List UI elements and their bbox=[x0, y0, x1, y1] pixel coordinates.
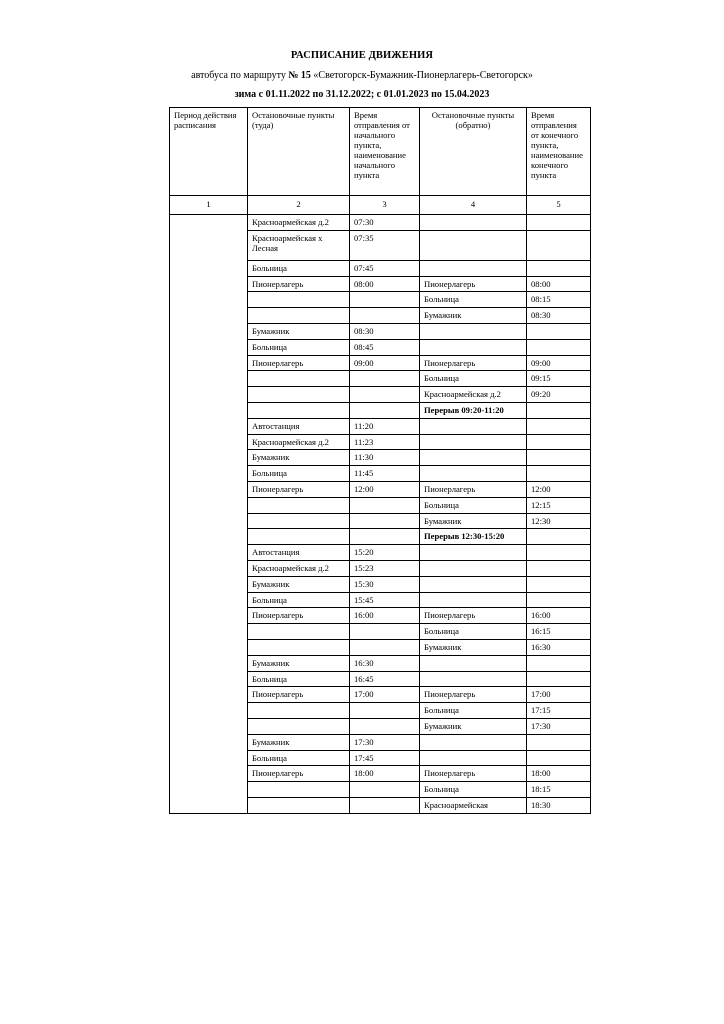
time-back-cell bbox=[527, 750, 591, 766]
stop-to-cell: Больница bbox=[248, 260, 350, 276]
stop-to-cell: Больница bbox=[248, 671, 350, 687]
stop-to-cell bbox=[248, 782, 350, 798]
time-back-cell bbox=[527, 560, 591, 576]
column-number: 3 bbox=[350, 196, 420, 215]
time-to-cell: 16:45 bbox=[350, 671, 420, 687]
stop-to-cell: Автостанция bbox=[248, 418, 350, 434]
document-subtitle bbox=[0, 70, 724, 81]
time-to-cell bbox=[350, 387, 420, 403]
period-cell bbox=[170, 215, 248, 814]
time-to-cell bbox=[350, 797, 420, 813]
stop-to-cell bbox=[248, 718, 350, 734]
column-header-time-to: Время отправления от начального пункта, наименование начального пункта bbox=[350, 108, 420, 196]
stop-to-cell bbox=[248, 292, 350, 308]
stop-to-cell: Пионерлагерь bbox=[248, 276, 350, 292]
time-back-cell bbox=[527, 655, 591, 671]
column-header-period: Период действия расписания bbox=[170, 108, 248, 196]
column-numbers-row bbox=[170, 196, 591, 215]
time-back-cell: 12:15 bbox=[527, 497, 591, 513]
time-to-cell: 07:45 bbox=[350, 260, 420, 276]
time-back-cell: 12:30 bbox=[527, 513, 591, 529]
stop-back-cell: Красноармейская д.2 bbox=[420, 387, 527, 403]
stop-to-cell: Красноармейская д.2 bbox=[248, 560, 350, 576]
time-back-cell bbox=[527, 734, 591, 750]
stop-back-cell bbox=[420, 560, 527, 576]
stop-to-cell bbox=[248, 497, 350, 513]
stop-back-cell bbox=[420, 545, 527, 561]
time-to-cell: 07:30 bbox=[350, 215, 420, 231]
stop-back-cell bbox=[420, 655, 527, 671]
time-back-cell bbox=[527, 466, 591, 482]
stop-to-cell bbox=[248, 402, 350, 418]
time-back-cell bbox=[527, 529, 591, 545]
time-back-cell bbox=[527, 592, 591, 608]
time-to-cell: 11:23 bbox=[350, 434, 420, 450]
stop-to-cell: Автостанция bbox=[248, 545, 350, 561]
time-back-cell bbox=[527, 450, 591, 466]
stop-back-cell bbox=[420, 260, 527, 276]
column-number: 5 bbox=[527, 196, 591, 215]
time-back-cell: 08:30 bbox=[527, 308, 591, 324]
time-back-cell bbox=[527, 434, 591, 450]
validity-period: зима с 01.11.2022 по 31.12.2022; с 01.01.2023 по 15.04.2023 bbox=[234, 89, 490, 100]
stop-to-cell bbox=[248, 639, 350, 655]
stop-back-cell bbox=[420, 576, 527, 592]
stop-back-cell bbox=[420, 323, 527, 339]
stop-to-cell: Больница bbox=[248, 592, 350, 608]
stop-back-cell: Бумажник bbox=[420, 513, 527, 529]
time-to-cell bbox=[350, 497, 420, 513]
break-cell: Перерыв 12:30-15:20 bbox=[420, 529, 527, 545]
stop-to-cell: Пионерлагерь bbox=[248, 766, 350, 782]
stop-to-cell bbox=[248, 308, 350, 324]
time-to-cell bbox=[350, 371, 420, 387]
time-back-cell: 09:20 bbox=[527, 387, 591, 403]
stop-to-cell: Красноармейская х Лесная bbox=[248, 230, 350, 260]
time-to-cell bbox=[350, 292, 420, 308]
time-to-cell bbox=[350, 718, 420, 734]
stop-back-cell bbox=[420, 734, 527, 750]
time-back-cell bbox=[527, 339, 591, 355]
time-back-cell bbox=[527, 260, 591, 276]
column-number: 1 bbox=[170, 196, 248, 215]
stop-back-cell: Больница bbox=[420, 497, 527, 513]
time-to-cell: 08:00 bbox=[350, 276, 420, 292]
column-number: 4 bbox=[420, 196, 527, 215]
stop-back-cell: Больница bbox=[420, 782, 527, 798]
time-back-cell: 16:00 bbox=[527, 608, 591, 624]
table-header-row bbox=[170, 108, 591, 196]
stop-back-cell bbox=[420, 418, 527, 434]
time-back-cell: 17:30 bbox=[527, 718, 591, 734]
time-to-cell: 16:00 bbox=[350, 608, 420, 624]
stop-back-cell bbox=[420, 466, 527, 482]
column-header-stops-to: Остановочные пункты (туда) bbox=[248, 108, 350, 196]
time-back-cell: 16:30 bbox=[527, 639, 591, 655]
time-back-cell: 17:15 bbox=[527, 703, 591, 719]
stop-back-cell: Больница bbox=[420, 624, 527, 640]
time-to-cell bbox=[350, 308, 420, 324]
stop-back-cell bbox=[420, 434, 527, 450]
stop-back-cell bbox=[420, 450, 527, 466]
time-back-cell bbox=[527, 671, 591, 687]
stop-back-cell: Больница bbox=[420, 371, 527, 387]
time-to-cell bbox=[350, 529, 420, 545]
stop-to-cell: Бумажник bbox=[248, 576, 350, 592]
stop-to-cell bbox=[248, 703, 350, 719]
time-to-cell: 18:00 bbox=[350, 766, 420, 782]
time-to-cell: 07:35 bbox=[350, 230, 420, 260]
time-to-cell: 11:45 bbox=[350, 466, 420, 482]
stop-to-cell: Бумажник bbox=[248, 655, 350, 671]
stop-to-cell: Больница bbox=[248, 750, 350, 766]
time-back-cell bbox=[527, 402, 591, 418]
stop-back-cell: Пионерлагерь bbox=[420, 766, 527, 782]
time-to-cell: 15:30 bbox=[350, 576, 420, 592]
time-to-cell: 17:45 bbox=[350, 750, 420, 766]
stop-to-cell bbox=[248, 529, 350, 545]
time-back-cell: 09:15 bbox=[527, 371, 591, 387]
stop-back-cell: Больница bbox=[420, 703, 527, 719]
time-to-cell bbox=[350, 639, 420, 655]
stop-back-cell: Пионерлагерь bbox=[420, 687, 527, 703]
column-header-time-back: Время отправления от конечного пункта, наименование конечного пункта bbox=[527, 108, 591, 196]
stop-back-cell bbox=[420, 215, 527, 231]
stop-to-cell: Бумажник bbox=[248, 323, 350, 339]
schedule-table bbox=[169, 107, 591, 814]
stop-back-cell bbox=[420, 671, 527, 687]
stop-to-cell: Пионерлагерь bbox=[248, 608, 350, 624]
stop-back-cell bbox=[420, 592, 527, 608]
time-back-cell bbox=[527, 576, 591, 592]
stop-to-cell bbox=[248, 513, 350, 529]
column-header-stops-back: Остановочные пункты (обратно) bbox=[420, 108, 527, 196]
time-to-cell: 12:00 bbox=[350, 481, 420, 497]
stop-to-cell bbox=[248, 371, 350, 387]
stop-to-cell: Красноармейская д.2 bbox=[248, 215, 350, 231]
stop-to-cell: Пионерлагерь bbox=[248, 481, 350, 497]
time-to-cell bbox=[350, 402, 420, 418]
stop-back-cell: Пионерлагерь bbox=[420, 355, 527, 371]
time-back-cell bbox=[527, 545, 591, 561]
stop-to-cell: Больница bbox=[248, 339, 350, 355]
time-back-cell: 12:00 bbox=[527, 481, 591, 497]
stop-to-cell bbox=[248, 797, 350, 813]
document-title: РАСПИСАНИЕ ДВИЖЕНИЯ bbox=[290, 50, 434, 61]
time-to-cell: 17:00 bbox=[350, 687, 420, 703]
stop-to-cell bbox=[248, 624, 350, 640]
stop-back-cell: Пионерлагерь bbox=[420, 481, 527, 497]
stop-back-cell: Красноармейская bbox=[420, 797, 527, 813]
stop-back-cell: Больница bbox=[420, 292, 527, 308]
time-back-cell bbox=[527, 230, 591, 260]
route-number: № 15 bbox=[288, 70, 311, 81]
time-to-cell bbox=[350, 703, 420, 719]
stop-to-cell: Бумажник bbox=[248, 734, 350, 750]
stop-back-cell bbox=[420, 230, 527, 260]
stop-to-cell: Больница bbox=[248, 466, 350, 482]
table-row bbox=[170, 215, 591, 231]
time-to-cell: 17:30 bbox=[350, 734, 420, 750]
stop-back-cell: Бумажник bbox=[420, 718, 527, 734]
time-back-cell: 08:15 bbox=[527, 292, 591, 308]
stop-to-cell: Бумажник bbox=[248, 450, 350, 466]
time-to-cell: 08:45 bbox=[350, 339, 420, 355]
time-back-cell: 18:00 bbox=[527, 766, 591, 782]
time-back-cell bbox=[527, 215, 591, 231]
time-back-cell bbox=[527, 418, 591, 434]
time-to-cell: 15:45 bbox=[350, 592, 420, 608]
time-back-cell: 17:00 bbox=[527, 687, 591, 703]
time-to-cell: 16:30 bbox=[350, 655, 420, 671]
break-cell: Перерыв 09:20-11:20 bbox=[420, 402, 527, 418]
stop-back-cell bbox=[420, 339, 527, 355]
stop-back-cell bbox=[420, 750, 527, 766]
subtitle-prefix: автобуса по маршруту bbox=[191, 70, 286, 81]
time-to-cell: 11:30 bbox=[350, 450, 420, 466]
stop-back-cell: Пионерлагерь bbox=[420, 608, 527, 624]
time-back-cell bbox=[527, 323, 591, 339]
time-to-cell: 15:23 bbox=[350, 560, 420, 576]
time-back-cell: 16:15 bbox=[527, 624, 591, 640]
time-back-cell: 18:15 bbox=[527, 782, 591, 798]
stop-back-cell: Пионерлагерь bbox=[420, 276, 527, 292]
time-to-cell: 11:20 bbox=[350, 418, 420, 434]
time-back-cell: 08:00 bbox=[527, 276, 591, 292]
time-to-cell bbox=[350, 624, 420, 640]
stop-back-cell: Бумажник bbox=[420, 308, 527, 324]
time-to-cell: 15:20 bbox=[350, 545, 420, 561]
time-back-cell: 18:30 bbox=[527, 797, 591, 813]
stop-to-cell: Пионерлагерь bbox=[248, 355, 350, 371]
time-to-cell bbox=[350, 513, 420, 529]
time-to-cell: 09:00 bbox=[350, 355, 420, 371]
route-name: «Светогорск-Бумажник-Пионерлагерь-Светогорск» bbox=[313, 70, 533, 81]
stop-to-cell: Пионерлагерь bbox=[248, 687, 350, 703]
time-to-cell bbox=[350, 782, 420, 798]
stop-to-cell bbox=[248, 387, 350, 403]
time-to-cell: 08:30 bbox=[350, 323, 420, 339]
stop-back-cell: Бумажник bbox=[420, 639, 527, 655]
stop-to-cell: Красноармейская д.2 bbox=[248, 434, 350, 450]
column-number: 2 bbox=[248, 196, 350, 215]
time-back-cell: 09:00 bbox=[527, 355, 591, 371]
